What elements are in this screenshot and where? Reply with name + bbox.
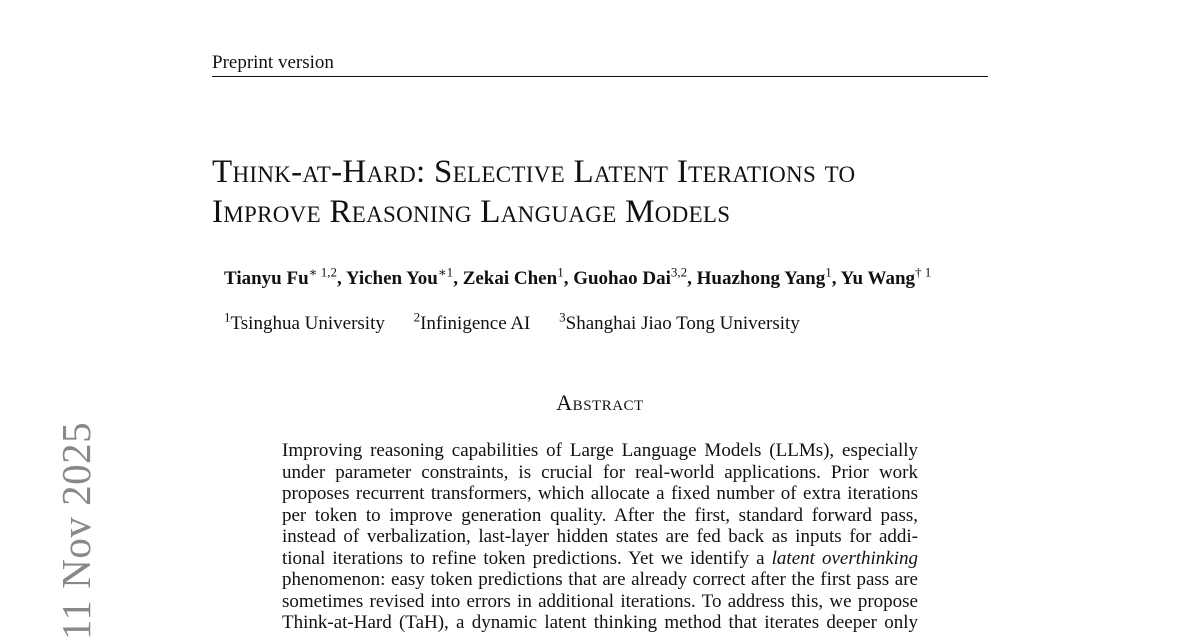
abstract-line: proposes recurrent transformers, which allocate a fixed number of extra iterations [282,483,918,504]
author-list [224,265,931,290]
affiliation: $^3$Shanghai Jiao Tong University [559,310,800,335]
abstract-line: per token to improve generation quality. After the first, standard forward pass, [282,504,918,526]
abstract-line: under parameter constraints, is crucial for real-world applications. Prior work [282,461,918,483]
abstract-line: tional iterations to refine token predictions. Yet we identify a latent overthinking [282,547,919,569]
affiliation-list [224,310,824,335]
affiliation: $^2$Infinigence AI [413,310,531,335]
italic-term: latent overthinking [771,547,919,569]
abstract-line: phenomenon: easy token predictions that are already correct after the first pass are [282,569,918,590]
author: Guohao Dai$^{3,2}$, [573,265,697,290]
author: Yu Wang$^{\dagger 1}$ [840,265,932,290]
abstract-body [282,440,918,634]
abstract-line: sometimes revised into errors in additional iterations. To address this, we propose [282,590,918,612]
abstract-line: Improving reasoning capabilities of Large Language Models (LLMs), especially [282,440,918,461]
abstract-line: Think-at-Hard (TaH), a dynamic latent thinking method that iterates deeper only [282,612,918,633]
abstract-line: instead of verbalization, last-layer hidden states are fed back as inputs for addi- [282,526,918,547]
author: Yichen You$^{∗1}$, [345,265,463,290]
paper-title [212,152,1012,232]
author: Zekai Chen$^1$, [462,265,574,290]
title-line-1: Think-at-Hard: Selective Latent Iterations to [212,154,856,190]
running-header: Preprint version [212,52,988,77]
author: Huazhong Yang$^1$, [696,265,841,290]
abstract-heading: Abstract [556,390,644,415]
affiliation: $^1$Tsinghua University [224,310,385,335]
title-line-2: Improve Reasoning Language Models [212,194,731,230]
arxiv-date-sidebar: 11 Nov 2025 [53,421,99,640]
author: Tianyu $Fu^{∗ 1,2}$, [224,265,346,290]
